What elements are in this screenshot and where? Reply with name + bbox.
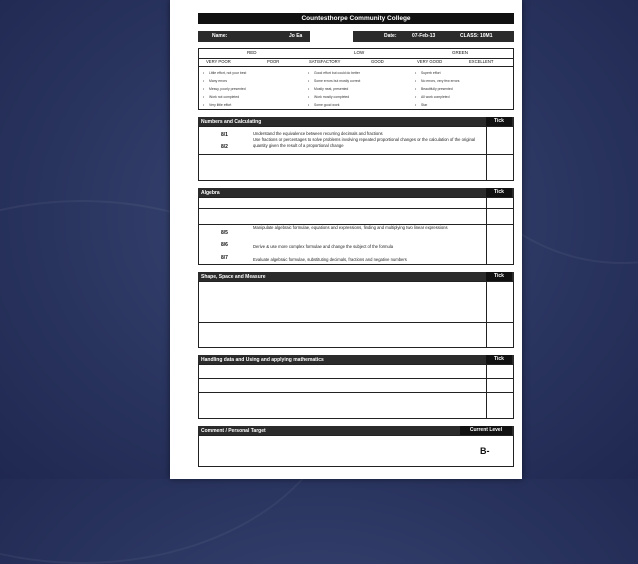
grading-bullet: •	[203, 71, 205, 75]
grading-descriptor: Some good work	[314, 103, 340, 107]
level-very-poor: VERY POOR	[206, 59, 231, 64]
section-algebra-body	[198, 197, 514, 265]
color-low: LOW	[354, 50, 365, 55]
grading-bullet: •	[415, 71, 417, 75]
color-green: GREEN	[452, 50, 469, 55]
section-algebra-header	[198, 188, 514, 197]
grading-bullet: •	[415, 103, 417, 107]
section-handling-body	[198, 364, 514, 419]
grading-descriptor: Mostly neat, presented	[314, 87, 349, 91]
color-red: RED	[247, 50, 257, 55]
title-bar	[198, 13, 514, 24]
report-card-page	[170, 0, 522, 479]
grading-descriptor: Work mostly completed	[314, 95, 350, 99]
level-poor: POOR	[267, 59, 280, 64]
grading-bullet: •	[308, 95, 310, 99]
class-label: CLASS: 10M1	[460, 33, 493, 39]
tick-column-header: Tick	[486, 355, 512, 364]
grading-descriptor: Some errors but mostly correct	[314, 79, 361, 83]
tick-column-header: Tick	[486, 272, 512, 281]
comment-body	[198, 435, 514, 467]
objective-text: Use fractions or percentages to solve problems involving repeated proportional changes or the calculation of the original quantity given the result of a proportional change	[253, 137, 476, 148]
grading-bullet: •	[308, 103, 310, 107]
tick-column-header: Tick	[486, 117, 512, 126]
objective-code: 8/6	[221, 242, 228, 248]
section-numbers-header	[198, 117, 514, 126]
section-numbers-title: Numbers and Calculating	[201, 118, 262, 125]
date-value: 07-Feb-13	[412, 33, 436, 39]
grading-descriptor: Messy, poorly presented	[209, 87, 246, 91]
name-value: Jo Ea	[289, 33, 303, 39]
level-very-good: VERY GOOD	[417, 59, 443, 64]
date-label: Date:	[384, 33, 397, 39]
info-row	[198, 31, 514, 42]
tick-column-header: Tick	[486, 188, 512, 197]
objective-text: Understand the equivalence between recurring decimals and fractions	[253, 131, 383, 136]
grading-key	[198, 48, 514, 110]
comment-header	[198, 426, 514, 435]
grading-descriptor: Very little effort	[209, 103, 232, 107]
grading-bullet: •	[308, 79, 310, 83]
comment-title: Comment / Personal Target	[201, 427, 266, 434]
college-title: Countesthorpe Community College	[301, 15, 411, 22]
level-satisfactory: SATISFACTORY	[309, 59, 341, 64]
objective-code: 8/2	[221, 144, 228, 150]
grading-bullet: •	[415, 95, 417, 99]
grading-bullet: •	[415, 87, 417, 91]
section-numbers-body	[198, 126, 514, 181]
section-shape-body	[198, 281, 514, 348]
objective-text: Manipulate algebraic formulae, equations and expressions, finding and multiplying two linear expressions	[253, 225, 448, 230]
section-shape-header	[198, 272, 514, 281]
grading-descriptor: Superb effort	[421, 71, 441, 75]
section-handling-header	[198, 355, 514, 364]
grading-bullet: •	[203, 95, 205, 99]
objective-code: 8/1	[221, 132, 228, 138]
name-label: Name:	[212, 33, 228, 39]
grading-bullet: •	[203, 103, 205, 107]
grading-bullet: •	[415, 79, 417, 83]
current-level-value: B-	[480, 446, 490, 456]
grading-bullet: •	[203, 87, 205, 91]
section-shape-title: Shape, Space and Measure	[201, 273, 266, 280]
grading-descriptor: No errors, very few errors	[421, 79, 460, 83]
grading-bullet: •	[308, 87, 310, 91]
current-level-header: Current Level	[460, 426, 512, 435]
grading-bullet: •	[308, 71, 310, 75]
objective-text: Derive & use more complex formulae and change the subject of the formula	[253, 244, 394, 249]
grading-descriptor: Many errors	[209, 79, 228, 83]
section-algebra-title: Algebra	[201, 189, 220, 196]
grading-descriptor: Star	[421, 103, 428, 107]
grading-descriptor: Beautifully presented	[421, 87, 453, 91]
section-handling-title: Handling data and Using and applying mathematics	[201, 356, 324, 363]
grading-descriptor: Good effort but could do better	[314, 71, 360, 75]
grading-bullet: •	[203, 79, 205, 83]
level-good: GOOD	[371, 59, 384, 64]
objective-code: 8/7	[221, 255, 228, 261]
grading-descriptor: Work not completed	[209, 95, 240, 99]
grading-descriptor: All work completed	[421, 95, 450, 99]
objective-code: 8/5	[221, 230, 228, 236]
grading-descriptor: Little effort, not your best	[209, 71, 247, 75]
level-excellent: EXCELLENT	[469, 59, 494, 64]
objective-text: Evaluate algebraic formulae, substituting decimals, fractions and negative numbers	[253, 257, 407, 262]
